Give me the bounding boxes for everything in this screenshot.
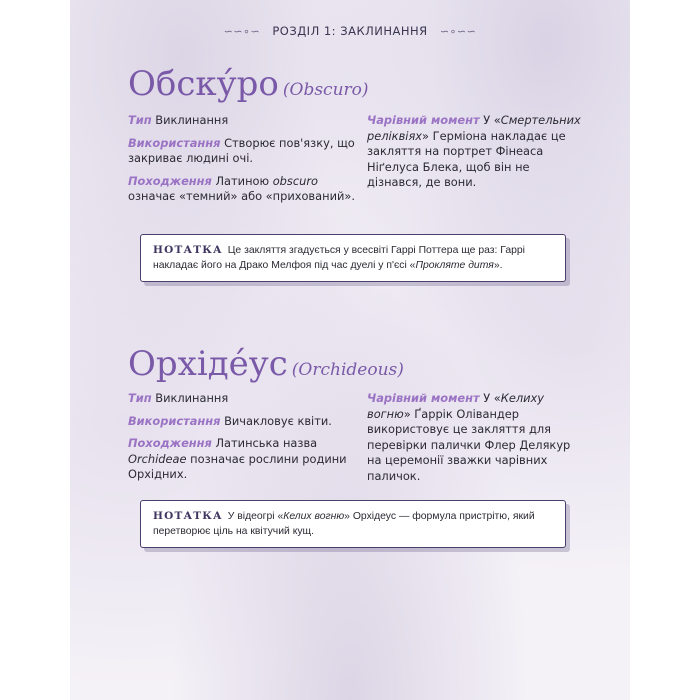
usage-label: Використання: [128, 135, 221, 150]
magic-moment: [367, 391, 582, 491]
chapter-title: РОЗДІЛ 1: ЗАКЛИНАННЯ: [272, 24, 428, 38]
spell-name: Орхіде́ус: [128, 344, 288, 384]
moment-text-end: » Герміона накладає це закляття на портрет Фінеаса Ніґелуса Блека, щоб він не дізнався, де вони.: [367, 128, 566, 189]
spell-title-orchideous: [128, 346, 404, 388]
origin-label: Походження: [128, 173, 212, 188]
note-text: Це закляття згадується у всесвіті Гаррі Поттера ще раз: Гаррі накладає його на Драко Мелфоя під час дуелі у п'єсі «: [153, 245, 525, 271]
note-box: [140, 234, 566, 282]
moment-text: У «: [483, 391, 501, 405]
usage-label: Використання: [128, 413, 221, 428]
spell-name: Обску́ро: [128, 64, 279, 104]
origin-word: obscuro: [272, 173, 318, 188]
origin-line: [128, 174, 360, 205]
origin-word: Orchideae: [128, 451, 187, 466]
moment-line: [367, 113, 582, 191]
page: [70, 0, 630, 700]
usage-line: [128, 414, 360, 430]
moment-label: Чарівний момент: [367, 113, 480, 127]
moment-text: У «: [483, 113, 501, 127]
moment-line: [367, 391, 582, 484]
type-value: Виклинання: [155, 391, 229, 405]
note-label: НОТАТКА: [153, 244, 223, 256]
moment-text-end: » Ґаррік Олівандер використовує це закляття для перевірки палички Флер Делякур на церемонії зважки чарівних паличок.: [367, 406, 571, 483]
type-label: Тип: [128, 113, 152, 127]
right-ornament-icon: ∽∘∽∽: [439, 25, 477, 38]
origin-text: Латиною: [215, 173, 270, 188]
left-ornament-icon: ∽∽∘∽: [223, 25, 261, 38]
magic-moment: [367, 113, 582, 198]
moment-label: Чарівний момент: [367, 391, 480, 405]
origin-text-end: означає «темний» або «прихований».: [128, 189, 355, 203]
note-text-end: » Орхідеус — формула пристрітю, який перетворює ціль на квітучий кущ.: [153, 511, 535, 537]
usage-line: [128, 136, 360, 167]
note-play-title: Прокляте дитя: [415, 260, 494, 271]
spell-title-obscuro: [128, 66, 369, 108]
origin-text: Латинська назва: [215, 436, 318, 450]
type-value: Виклинання: [155, 113, 229, 127]
origin-text-end: позначає рослини родини Орхідних.: [128, 451, 347, 481]
spell-latin-name: (Orchideous): [291, 360, 404, 380]
note-label: НОТАТКА: [153, 510, 223, 522]
type-label: Тип: [128, 391, 152, 405]
origin-line: [128, 436, 360, 483]
chapter-header: [70, 24, 630, 38]
origin-label: Походження: [128, 436, 212, 450]
spell-latin-name: (Obscuro): [282, 80, 369, 100]
note-text: У відеогрі «: [227, 511, 284, 522]
type-line: [128, 391, 360, 407]
moment-book-title: Келиху вогню: [367, 391, 545, 421]
note-box: [140, 500, 566, 548]
usage-value: Вичакловує квіти.: [224, 413, 332, 428]
moment-book-title: Смертельних реліквіях: [367, 113, 581, 143]
note-text-end: ».: [493, 260, 503, 271]
type-line: [128, 113, 360, 129]
spell-info-left: [128, 391, 360, 490]
note-game-title: Келих вогню: [283, 511, 345, 522]
spell-info-left: [128, 113, 360, 212]
usage-value: Створює пов'язку, що закриває людині очі.: [128, 135, 355, 165]
